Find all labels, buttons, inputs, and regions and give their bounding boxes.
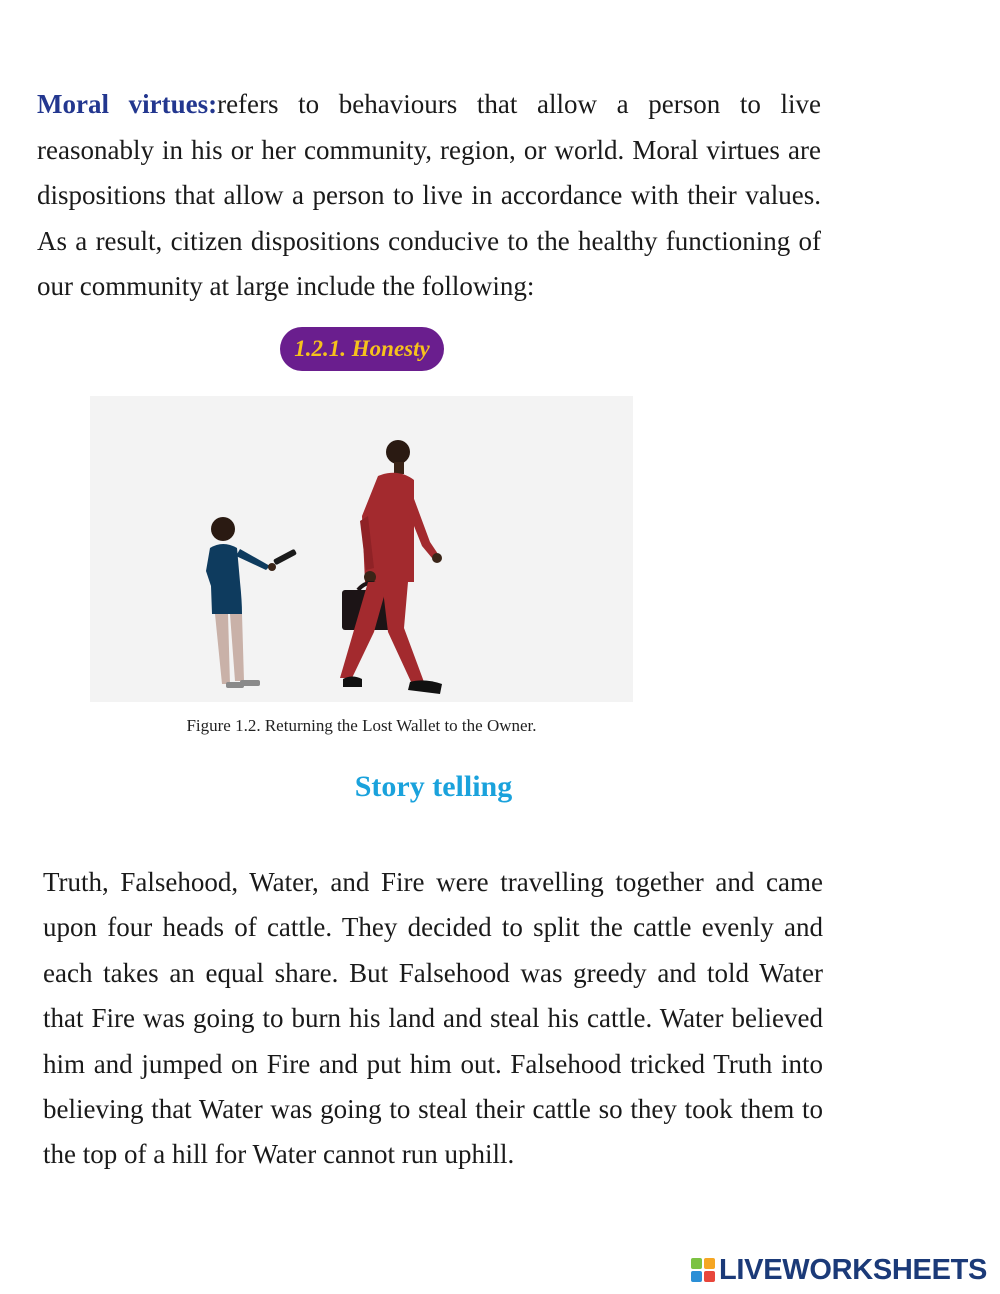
intro-text: refers to behaviours that allow a person to live reasonably in his or her community, region, or world. Moral virtues are dispositions that allow a person to live in accordance with their values. As a result, citizen dispositions conducive to the healthy functioning of our community at large include the following: <box>37 89 821 302</box>
illustration-boy-returning-wallet <box>90 396 633 702</box>
story-paragraph: Truth, Falsehood, Water, and Fire were travelling together and came upon four heads of cattle. They decided to split the cattle evenly and each takes an equal share. But Falsehood was greedy and told Water that Fire was going to burn his land and steal his cattle. Water believed him and jumped on Fire and put him out. Falsehood tricked Truth into believing that Water was going to steal their cattle so they took them to the top of a hill for Water cannot run uphill. <box>43 867 823 1170</box>
figure-caption: Figure 1.2. Returning the Lost Wallet to the Owner. <box>186 716 537 735</box>
figure-returning-wallet <box>90 396 633 702</box>
section-title-honesty: 1.2.1. Honesty <box>280 327 444 371</box>
story-heading: Story telling <box>354 770 513 803</box>
liveworksheets-brand[interactable] <box>690 1250 990 1290</box>
intro-paragraph <box>37 82 821 310</box>
liveworksheets-logo-icon <box>690 1257 716 1283</box>
brand-name: LIVEWORKSHEETS <box>719 1253 988 1286</box>
moral-virtues-term: Moral virtues: <box>37 89 218 119</box>
